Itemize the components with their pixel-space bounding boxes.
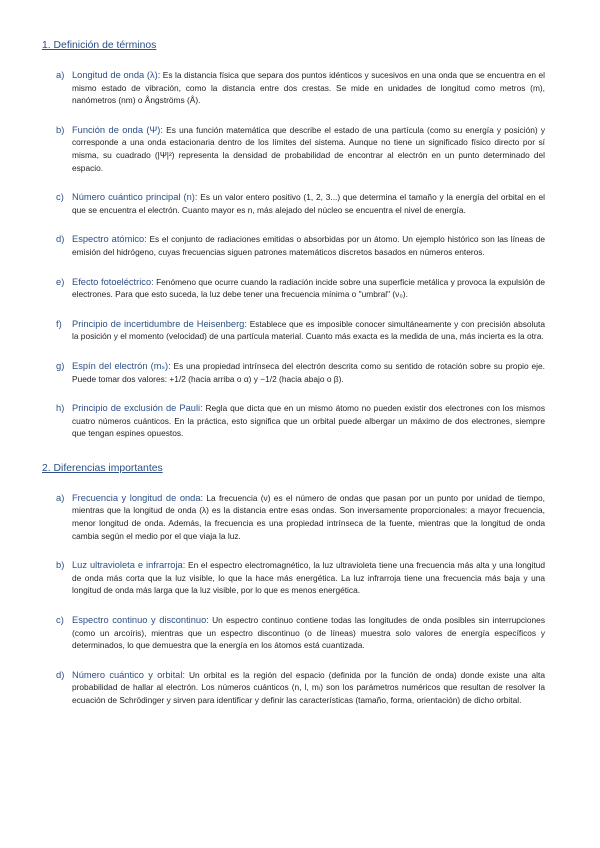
section-definitions [42,39,545,440]
item-letter: b) [56,559,65,571]
item-term: Espectro continuo y discontinuo: [72,615,209,626]
item-letter: f) [56,317,62,329]
item-letter: d) [56,668,65,680]
item-text: Un espectro continuo contiene todas las longitudes de onda posibles sin interrupciones (como un arcoíris), mientras que un espectro discontinuo (o de líneas) muestra solo valores de energía específicos y determinados, lo que demuestra que la energía en los átomos está cuantizada. [72,615,545,651]
item-text: Es un valor entero positivo (1, 2, 3...) que determina el tamaño y la energía del orbital en el que se encuentra el electrón. Cuanto mayor es n, más alejado del núcleo se encuentra el nivel de energía. [72,192,545,215]
list-item [42,124,545,174]
section-differences [42,462,545,707]
item-term: Longitud de onda (λ): [72,70,161,80]
item-text: En el espectro electromagnético, la luz ultravioleta tiene una frecuencia más alta y una longitud de onda más corta que la luz visible, lo que la hace más energética. La luz infrarroja tiene una frecuencia más baja y una longitud de onda más larga que la luz visible, por lo que es menos energética. [72,560,545,596]
item-paragraph [72,191,545,216]
item-letter: g) [56,359,65,371]
item-paragraph [72,614,545,652]
item-paragraph [72,124,545,174]
item-text: Es el conjunto de radiaciones emitidas o absorbidas por un átomo. Un ejemplo histórico son las líneas de emisión del hidrógeno, cuyas frecuencias siguen patrones matemáticos discretos basados en números enteros. [72,234,545,257]
item-term: Luz ultravioleta e infrarroja: [72,560,186,571]
item-paragraph [72,492,545,542]
item-text: Establece que es imposible conocer simultáneamente y con precisión absoluta la posición y el momento (velocidad) de una partícula material. Cuanto más exacta es la medida de una, más incierta es la otra. [72,318,545,342]
item-text: Es una función matemática que describe el estado de una partícula (como su energía y posición) y corresponde a una onda estacionaria dentro de los límites del sistema. Aunque no tiene un significado físico directo por sí misma, su cuadrado (|Ψ|²) representa la densidad de probabilidad de encontrar al electrón en un punto determinado del espacio. [72,124,545,173]
section-title: 2. Diferencias importantes [42,462,163,474]
item-term: Principio de incertidumbre de Heisenberg: [72,318,247,329]
list-item [42,559,545,597]
item-letter: e) [56,275,65,287]
item-text: La frecuencia (ν) es el número de ondas que pasan por un punto por unidad de tiempo, mientras que la longitud de onda (λ) es la distancia entre esas ondas. Son inversamente proporcionales: a mayor frecuencia, menor longitud de onda. Además, la frecuencia es una propiedad intrínseca de la fuente, mientras que la longitud de onda cambia según el medio por el que viaja la luz. [72,492,545,541]
list-item [42,669,545,707]
list-item [42,233,545,258]
item-letter: a) [56,69,65,80]
list-item [42,402,545,440]
item-letter: d) [56,233,65,245]
item-term: Frecuencia y longitud de onda: [72,492,204,503]
item-paragraph [72,69,545,107]
item-term: Principio de exclusión de Pauli: [72,403,203,414]
item-paragraph [72,276,545,301]
item-letter: h) [56,402,65,414]
item-term: Espín del electrón (mₛ): [72,360,171,371]
item-paragraph [72,233,545,258]
item-term: Número cuántico y orbital: [72,669,185,680]
item-term: Espectro atómico: [72,234,147,245]
item-term: Número cuántico principal (n): [72,192,198,203]
item-letter: c) [56,191,64,203]
list-item [42,614,545,652]
item-letter: b) [56,123,65,135]
item-text: Es una propiedad intrínseca del electrón descrita como su sentido de rotación sobre su propio eje. Puede tomar dos valores: +1/2 (hacia arriba o α) y −1/2 (hacia abajo o β). [72,360,545,384]
list-item [42,276,545,301]
list-item [42,492,545,542]
list-item [42,360,545,385]
item-paragraph [72,669,545,707]
item-text: Fenómeno que ocurre cuando la radiación incide sobre una superficie metálica y provoca la expulsión de electrones. Para que esto suceda, la luz debe tener una frecuencia mínima o "umbral" (ν₀). [72,276,545,300]
item-paragraph [72,402,545,440]
list-item [42,69,545,107]
item-text: Es la distancia física que separa dos puntos idénticos y sucesivos en una onda que se encuentra en el mismo estado de vibración, como la distancia entre dos crestas. Se mide en unidades de longitud como metros (m), nanómetros (nm) o Ångströms (Å). [72,70,545,106]
item-paragraph [72,559,545,597]
item-letter: a) [56,491,65,503]
list-item [42,318,545,343]
item-paragraph [72,360,545,385]
item-text: Regla que dicta que en un mismo átomo no pueden existir dos electrones con los mismos cuatro números cuánticos. En la práctica, esto significa que un orbital puede albergar un máximo de dos electrones, siempre que tengan espines opuestos. [72,403,545,439]
item-letter: c) [56,614,64,626]
section-title: 1. Definición de términos [42,40,157,51]
item-term: Efecto fotoeléctrico: [72,276,154,287]
item-term: Función de onda (Ψ): [72,124,163,135]
item-text: Un orbital es la región del espacio (definida por la función de onda) donde existe una alta probabilidad de hallar al electrón. Los números cuánticos (n, l, mₗ) son los parámetros numéricos que resultan de resolver la ecuación de Schrödinger y sirven para identificar y definir las características (tamaño, forma, orientación) de dicho orbital. [72,669,545,705]
list-item [42,191,545,216]
item-paragraph [72,318,545,343]
